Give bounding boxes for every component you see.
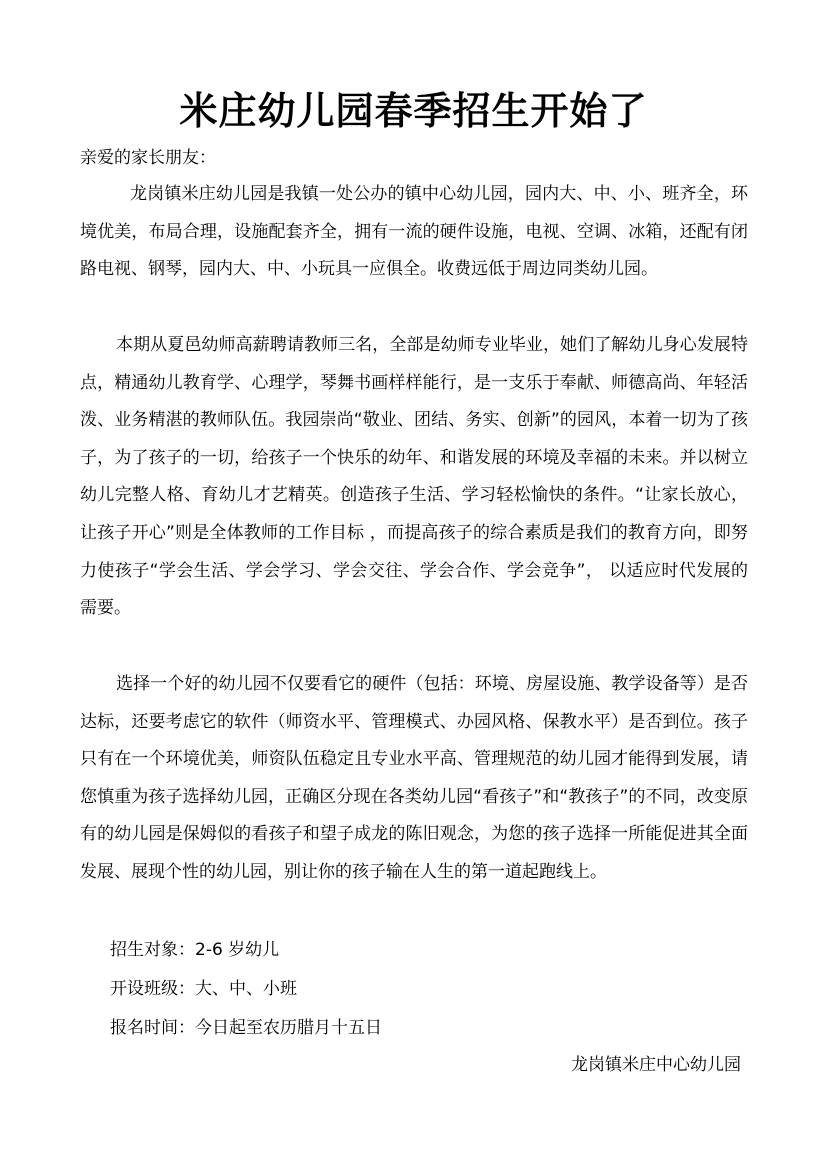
paragraph-choosing: 选择一个好的幼儿园不仅要看它的硬件（包括：环境、房屋设施、教学设备等）是否达标，还要考虑它的软件（师资水平、管理模式、办园风格、保教水平）是否到位。孩子只有在一个环境优美，师资队伍稳定且专业水平高、管理规范的幼儿园才能得到发展，请您慎重为孩子选择幼儿园，正确区分现在各类幼儿园“看孩子”和“教孩子”的不同，改变原有的幼儿园是保姆似的看孩子和望子成龙的陈旧观念，为您的孩子选择一所能促进其全面发展、展现个性的幼儿园，别让你的孩子输在人生的第一道起跑线上。 [80, 674, 748, 882]
enrollment-target: 招生对象：2-6 岁幼儿 [110, 940, 280, 960]
class-levels: 开设班级：大、中、小班 [110, 979, 297, 999]
registration-period: 报名时间：今日起至农历腊月十五日 [110, 1018, 382, 1038]
greeting: 亲爱的家长朋友： [80, 148, 216, 168]
document-title: 米庄幼儿园春季招生开始了 [179, 89, 648, 133]
signature: 龙岗镇米庄中心幼儿园 [571, 1055, 741, 1075]
paragraph-teachers: 本期从夏邑幼师高薪聘请教师三名，全部是幼师专业毕业，她们了解幼儿身心发展特点，精通幼儿教育学、心理学，琴舞书画样样能行，是一支乐于奉献、师德高尚、年轻活泼、业务精湛的教师队伍。我园崇尚“敬业、团结、务实、创新”的园风，本着一切为了孩子，为了孩子的一切，给孩子一个快乐的幼年、和谐发展的环境及幸福的未来。并以树立幼儿完整人格、育幼儿才艺精英。创造孩子生活、学习轻松愉快的条件。“让家长放心，让孩子开心”则是全体教师的工作目标 ，而提高孩子的综合素质是我们的教育方向，即努力使孩子“学会生活、学会学习、学会交往、学会合作、学会竞争”， 以适应时代发展的需要。 [80, 335, 748, 619]
paragraph-intro: 龙岗镇米庄幼儿园是我镇一处公办的镇中心幼儿园，园内大、中、小、班齐全，环境优美，布局合理，设施配套齐全，拥有一流的硬件设施，电视、空调、冰箱，还配有闭路电视、钢琴，园内大、中、小玩具一应俱全。收费远低于周边同类幼儿园。 [80, 184, 748, 280]
